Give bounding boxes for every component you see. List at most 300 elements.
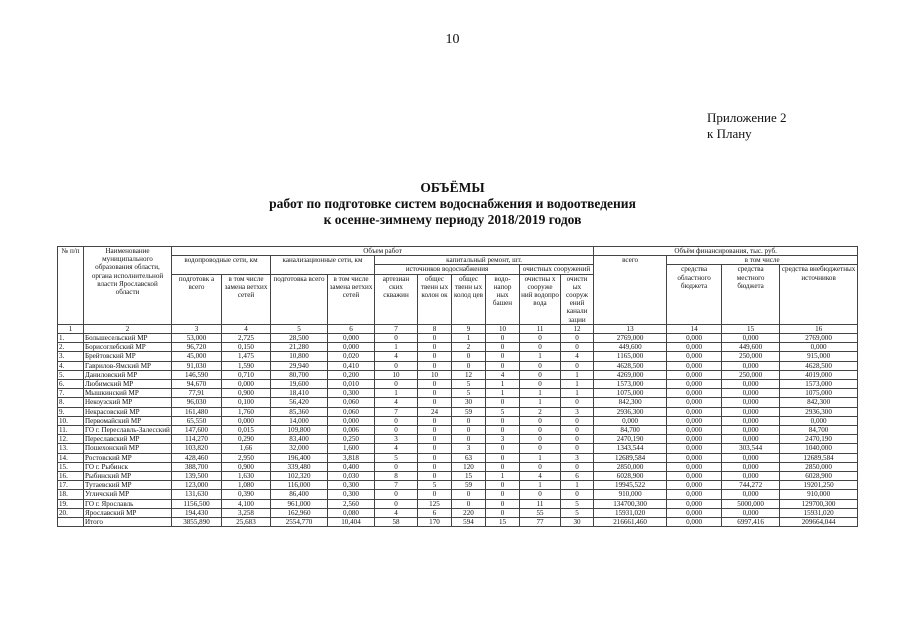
table-cell: 0,030 xyxy=(328,472,375,481)
table-cell: 58 xyxy=(375,518,418,527)
table-cell: 5 xyxy=(452,380,486,389)
table-cell: 129700,300 xyxy=(780,499,858,508)
table-cell: 0,300 xyxy=(328,389,375,398)
table-cell: 19,600 xyxy=(271,380,328,389)
table-cell: 1,475 xyxy=(222,352,271,361)
municipality-name-cell: Некоузский МР xyxy=(84,398,172,407)
municipality-name-cell: ГО г. Рыбинск xyxy=(84,462,172,471)
table-cell: 449,600 xyxy=(594,343,667,352)
table-cell: 83,400 xyxy=(271,435,328,444)
table-cell: 7 xyxy=(375,481,418,490)
table-cell: 8. xyxy=(58,398,84,407)
table-cell: 4 xyxy=(520,472,561,481)
table-cell: 0 xyxy=(375,426,418,435)
header-public-dwells: общес твенн ых колод цев xyxy=(452,274,486,324)
table-cell: 0,300 xyxy=(328,490,375,499)
table-cell: 13 xyxy=(594,324,667,333)
table-row xyxy=(58,472,858,481)
table-cell: 0,000 xyxy=(722,389,780,398)
header-regional: средства областного бюджета xyxy=(667,265,722,324)
table-cell: 19. xyxy=(58,499,84,508)
table-cell: 0,015 xyxy=(222,426,271,435)
table-cell: 0 xyxy=(418,490,452,499)
table-cell: 0,000 xyxy=(667,370,722,379)
table-cell: 63 xyxy=(452,453,486,462)
table-cell: 15 xyxy=(722,324,780,333)
table-cell: 0 xyxy=(418,426,452,435)
table-cell: 0 xyxy=(561,462,594,471)
table-row xyxy=(58,444,858,453)
table-cell: 0,000 xyxy=(722,407,780,416)
table-cell: 4 xyxy=(375,398,418,407)
table-cell: 0 xyxy=(375,416,418,425)
table-cell: 0,010 xyxy=(328,380,375,389)
table-cell: 4 xyxy=(486,370,520,379)
table-cell: 0 xyxy=(561,490,594,499)
table-cell: 1 xyxy=(520,453,561,462)
table-cell: 0,900 xyxy=(222,462,271,471)
table-cell: 0,150 xyxy=(222,343,271,352)
table-cell: 4,100 xyxy=(222,499,271,508)
title-line-2: работ по подготовке систем водоснабжения и водоотведения xyxy=(269,196,636,211)
annex-line-1: Приложение 2 xyxy=(707,110,787,125)
table-cell: 125 xyxy=(418,499,452,508)
table-cell: 6 xyxy=(418,508,452,517)
table-cell: 0 xyxy=(486,361,520,370)
table-cell: 0 xyxy=(486,426,520,435)
header-extra: средства внебюджетных источников xyxy=(780,265,858,324)
table-cell: 594 xyxy=(452,518,486,527)
table-cell: 0 xyxy=(520,370,561,379)
table-cell: 59 xyxy=(452,407,486,416)
table-cell: 5000,000 xyxy=(722,499,780,508)
table-cell: 1 xyxy=(520,352,561,361)
table-cell: 0,390 xyxy=(222,490,271,499)
table-cell: 0,000 xyxy=(667,481,722,490)
table-cell: 0 xyxy=(561,334,594,343)
table-cell: 10 xyxy=(486,324,520,333)
table-cell: 147,600 xyxy=(172,426,222,435)
table-cell: 2470,190 xyxy=(780,435,858,444)
table-cell: 5 xyxy=(561,499,594,508)
municipality-name-cell: Некрасовский МР xyxy=(84,407,172,416)
table-cell: 0 xyxy=(486,490,520,499)
table-cell: 0 xyxy=(561,343,594,352)
table-cell: 0,000 xyxy=(722,453,780,462)
table-cell: 1,600 xyxy=(328,444,375,453)
table-cell: 10 xyxy=(418,370,452,379)
table-cell: 4628,500 xyxy=(780,361,858,370)
table-cell: 4 xyxy=(222,324,271,333)
table-cell: 0 xyxy=(561,426,594,435)
table-cell: 1573,000 xyxy=(780,380,858,389)
table-cell: 9 xyxy=(452,324,486,333)
header-name: Наименование муниципального образования области, органа исполнительной власти Ярославской области xyxy=(84,247,172,325)
table-cell: 4. xyxy=(58,361,84,370)
table-cell: 0,000 xyxy=(328,343,375,352)
table-cell: 102,320 xyxy=(271,472,328,481)
page-number: 10 xyxy=(445,32,460,47)
table-cell: 303,544 xyxy=(722,444,780,453)
table-cell: 0 xyxy=(486,416,520,425)
table-cell: 0 xyxy=(486,334,520,343)
table-cell: 250,000 xyxy=(722,352,780,361)
document-title xyxy=(0,180,905,228)
table-cell: 0 xyxy=(486,352,520,361)
municipality-name-cell: Пошехонский МР xyxy=(84,444,172,453)
table-cell: 0 xyxy=(375,462,418,471)
table-cell: 8 xyxy=(375,472,418,481)
header-replace-water: в том числе замена ветхих сетей xyxy=(222,274,271,324)
table-cell: 56,420 xyxy=(271,398,328,407)
table-cell: 0 xyxy=(486,462,520,471)
table-cell: 2936,300 xyxy=(780,407,858,416)
table-cell: 0,000 xyxy=(667,407,722,416)
table-cell: 0 xyxy=(520,462,561,471)
table-row xyxy=(58,416,858,425)
table-row xyxy=(58,499,858,508)
table-cell: 120 xyxy=(452,462,486,471)
table-cell: 0,080 xyxy=(328,508,375,517)
table-cell: 0 xyxy=(418,453,452,462)
table-cell: 0 xyxy=(520,380,561,389)
table-row xyxy=(58,380,858,389)
municipality-name-cell: Мышкинский МР xyxy=(84,389,172,398)
table-cell: 0,000 xyxy=(722,361,780,370)
table-cell: 15931,020 xyxy=(594,508,667,517)
table-cell: 6. xyxy=(58,380,84,389)
table-cell: 0 xyxy=(375,334,418,343)
table-cell: 1 xyxy=(452,334,486,343)
table-cell: 0 xyxy=(418,462,452,471)
header-local: средства местного бюджета xyxy=(722,265,780,324)
municipality-name-cell: Ярославский МР xyxy=(84,508,172,517)
table-cell: 84,700 xyxy=(780,426,858,435)
table-cell: 59 xyxy=(452,481,486,490)
table-cell: 0 xyxy=(418,389,452,398)
table-cell: 131,630 xyxy=(172,490,222,499)
table-cell: 103,820 xyxy=(172,444,222,453)
table-cell: 0 xyxy=(418,444,452,453)
table-cell: 0,000 xyxy=(722,435,780,444)
municipality-name-cell: Гаврилов-Ямский МР xyxy=(84,361,172,370)
table-cell: 842,300 xyxy=(594,398,667,407)
table-cell: 15. xyxy=(58,462,84,471)
table-cell: 2,950 xyxy=(222,453,271,462)
table-cell: 10,800 xyxy=(271,352,328,361)
table-cell: 4 xyxy=(375,352,418,361)
table-cell: 0,060 xyxy=(328,398,375,407)
header-sewer-nets: канализационные сети, км xyxy=(271,256,375,274)
municipality-name-cell: Борисоглебский МР xyxy=(84,343,172,352)
municipality-name-cell: Тутаевский МР xyxy=(84,481,172,490)
header-replace-sewer: в том числе замена ветхих сетей xyxy=(328,274,375,324)
table-cell: 6997,416 xyxy=(722,518,780,527)
table-cell: 0,000 xyxy=(222,380,271,389)
table-cell: 116,000 xyxy=(271,481,328,490)
table-cell: 3,818 xyxy=(328,453,375,462)
table-cell: 4019,000 xyxy=(780,370,858,379)
table-cell: 1,630 xyxy=(222,472,271,481)
header-incl: в том числе xyxy=(667,256,858,265)
table-cell: 14 xyxy=(667,324,722,333)
table-cell: 16 xyxy=(780,324,858,333)
municipality-name-cell: Первомайский МР xyxy=(84,416,172,425)
table-cell: 80,700 xyxy=(271,370,328,379)
table-cell: 0 xyxy=(418,343,452,352)
table-cell: 170 xyxy=(418,518,452,527)
table-cell: 3. xyxy=(58,352,84,361)
table-body xyxy=(58,324,858,526)
table-cell: 1165,000 xyxy=(594,352,667,361)
table-cell: 0,020 xyxy=(328,352,375,361)
table-cell: 20. xyxy=(58,508,84,517)
table-cell: 19945,522 xyxy=(594,481,667,490)
table-cell: 1 xyxy=(375,343,418,352)
table-cell: 0 xyxy=(520,490,561,499)
table-cell: 1 xyxy=(375,389,418,398)
table-cell: 0,000 xyxy=(667,453,722,462)
table-cell: 1 xyxy=(486,472,520,481)
table-cell: 0 xyxy=(375,499,418,508)
table-cell: 16. xyxy=(58,472,84,481)
annex-label xyxy=(707,110,787,142)
table-cell: 0 xyxy=(452,426,486,435)
table-cell: 0,400 xyxy=(328,462,375,471)
table-row xyxy=(58,370,858,379)
header-artesian: артезиан ских скважин xyxy=(375,274,418,324)
table-cell: 0 xyxy=(520,444,561,453)
header-financing: Объём финансирования, тыс. руб. xyxy=(594,247,858,256)
table-cell: 15 xyxy=(486,518,520,527)
table-cell: 12 xyxy=(561,324,594,333)
table-cell: 5 xyxy=(561,508,594,517)
table-cell: 8 xyxy=(418,324,452,333)
table-cell: 2,725 xyxy=(222,334,271,343)
table-cell: 24 xyxy=(418,407,452,416)
table-cell: 161,480 xyxy=(172,407,222,416)
table-cell: 114,270 xyxy=(172,435,222,444)
table-cell: 339,480 xyxy=(271,462,328,471)
table-cell: 15 xyxy=(452,472,486,481)
table-cell: 2 xyxy=(452,343,486,352)
table-cell: 11 xyxy=(520,324,561,333)
table-cell: 1 xyxy=(520,481,561,490)
table-cell: 0,060 xyxy=(328,407,375,416)
table-cell: 1,760 xyxy=(222,407,271,416)
table-cell: 0 xyxy=(452,361,486,370)
table-cell: 5 xyxy=(452,389,486,398)
table-cell: 15931,020 xyxy=(780,508,858,517)
table-cell: 96,030 xyxy=(172,398,222,407)
table-cell: 0,000 xyxy=(722,334,780,343)
table-cell: 0 xyxy=(561,444,594,453)
table-cell: 3 xyxy=(561,453,594,462)
municipality-name-cell: Даниловский МР xyxy=(84,370,172,379)
table-cell: 5. xyxy=(58,370,84,379)
table-cell: 21,280 xyxy=(271,343,328,352)
table-cell: 2. xyxy=(58,343,84,352)
table-cell: 3,258 xyxy=(222,508,271,517)
table-cell: 1 xyxy=(561,481,594,490)
table-cell: 0 xyxy=(452,490,486,499)
table-cell: 18. xyxy=(58,490,84,499)
table-cell: 85,360 xyxy=(271,407,328,416)
municipality-name-cell: Итого xyxy=(84,518,172,527)
table-cell: 0,250 xyxy=(328,435,375,444)
table-cell: 0,006 xyxy=(328,426,375,435)
table-cell: 0,000 xyxy=(667,508,722,517)
table-cell: 10 xyxy=(375,370,418,379)
table-cell: 0 xyxy=(452,352,486,361)
table-cell: 0,290 xyxy=(222,435,271,444)
table-cell: 220 xyxy=(452,508,486,517)
table-cell: 0,000 xyxy=(667,334,722,343)
table-cell: 18,410 xyxy=(271,389,328,398)
table-cell: 2769,000 xyxy=(594,334,667,343)
table-cell: 0 xyxy=(452,435,486,444)
table-cell: 0 xyxy=(375,490,418,499)
table-cell: 12 xyxy=(452,370,486,379)
table-cell: 14,000 xyxy=(271,416,328,425)
total-row xyxy=(58,518,858,527)
table-cell: 0,000 xyxy=(722,426,780,435)
table-cell: 13. xyxy=(58,444,84,453)
header-water-sources: источников водоснабжения xyxy=(375,265,520,274)
table-cell: 96,720 xyxy=(172,343,222,352)
table-cell: 0,000 xyxy=(667,352,722,361)
table-cell: 123,000 xyxy=(172,481,222,490)
table-cell: 0,000 xyxy=(722,472,780,481)
table-cell: 65,550 xyxy=(172,416,222,425)
table-cell: 5 xyxy=(486,407,520,416)
header-treat-water: очистны х сооруже ний водопро вода xyxy=(520,274,561,324)
table-cell: 17. xyxy=(58,481,84,490)
table-cell: 1 xyxy=(520,389,561,398)
table-cell: 11. xyxy=(58,426,84,435)
table-cell: 0,000 xyxy=(667,518,722,527)
header-capital-repair: капитальный ремонт, шт. xyxy=(375,256,594,265)
table-cell: 1075,000 xyxy=(594,389,667,398)
table-cell: 0,000 xyxy=(667,462,722,471)
table-cell: 0,000 xyxy=(667,380,722,389)
municipality-name-cell: Большесельский МР xyxy=(84,334,172,343)
table-cell: 0 xyxy=(561,435,594,444)
table-cell: 7. xyxy=(58,389,84,398)
table-cell: 6028,900 xyxy=(594,472,667,481)
table-cell: 3 xyxy=(375,435,418,444)
municipality-name-cell: Брейтовский МР xyxy=(84,352,172,361)
table-cell: 1 xyxy=(486,380,520,389)
table-cell: 1 xyxy=(486,389,520,398)
table-cell: 14. xyxy=(58,453,84,462)
table-cell: 30 xyxy=(452,398,486,407)
table-cell: 7 xyxy=(375,324,418,333)
table-cell: 2850,000 xyxy=(594,462,667,471)
table-cell: 0 xyxy=(486,481,520,490)
municipality-name-cell: ГО г. Ярославль xyxy=(84,499,172,508)
table-row xyxy=(58,435,858,444)
table-cell: 53,000 xyxy=(172,334,222,343)
table-cell: 5 xyxy=(271,324,328,333)
table-cell: 11 xyxy=(520,499,561,508)
table-cell: 1075,000 xyxy=(780,389,858,398)
table-cell: 84,700 xyxy=(594,426,667,435)
table-row xyxy=(58,352,858,361)
table-cell: 0 xyxy=(486,343,520,352)
table-cell: 216661,460 xyxy=(594,518,667,527)
table-cell: 162,960 xyxy=(271,508,328,517)
table-cell: 19201,250 xyxy=(780,481,858,490)
table-row xyxy=(58,508,858,517)
table-cell: 0 xyxy=(418,352,452,361)
works-volume-table xyxy=(57,246,858,527)
table-cell: 6 xyxy=(561,472,594,481)
table-cell: 0,000 xyxy=(780,343,858,352)
table-cell: 10,404 xyxy=(328,518,375,527)
table-cell: 910,000 xyxy=(780,490,858,499)
table-row xyxy=(58,462,858,471)
table-cell: 0 xyxy=(561,361,594,370)
table-cell: 428,460 xyxy=(172,453,222,462)
table-cell: 30 xyxy=(561,518,594,527)
header-num: № п/п xyxy=(58,247,84,325)
table-cell: 915,000 xyxy=(780,352,858,361)
table-cell: 0,200 xyxy=(328,370,375,379)
table-cell: 0,000 xyxy=(667,389,722,398)
header-total-prepared-sewer: подготовка всего xyxy=(271,274,328,324)
table-cell: 0,000 xyxy=(667,472,722,481)
table-cell: 139,500 xyxy=(172,472,222,481)
municipality-name-cell: Любимский МР xyxy=(84,380,172,389)
table-cell: 146,590 xyxy=(172,370,222,379)
table-cell: 1 xyxy=(561,370,594,379)
table-cell: 4628,500 xyxy=(594,361,667,370)
table-cell: 10. xyxy=(58,416,84,425)
table-row xyxy=(58,490,858,499)
municipality-name-cell: Угличский МР xyxy=(84,490,172,499)
table-cell: 744,272 xyxy=(722,481,780,490)
table-cell: 1 xyxy=(561,389,594,398)
table-cell: 0,000 xyxy=(722,398,780,407)
table-cell: 0 xyxy=(452,416,486,425)
table-cell: 2936,300 xyxy=(594,407,667,416)
table-cell: 0 xyxy=(375,361,418,370)
table-cell: 2850,000 xyxy=(780,462,858,471)
table-cell: 134700,300 xyxy=(594,499,667,508)
table-cell: 0 xyxy=(561,416,594,425)
table-cell: 0 xyxy=(418,380,452,389)
table-cell: 0 xyxy=(520,416,561,425)
table-cell: 5 xyxy=(418,481,452,490)
table-cell: 45,000 xyxy=(172,352,222,361)
table-row xyxy=(58,334,858,343)
table-cell: 3 xyxy=(172,324,222,333)
header-treat-sewer: очисти ых сооруж ений канали зации xyxy=(561,274,594,324)
table-cell: 1343,544 xyxy=(594,444,667,453)
table-cell: 1040,000 xyxy=(780,444,858,453)
table-cell: 0,000 xyxy=(667,361,722,370)
table-cell: 0,000 xyxy=(780,416,858,425)
table-cell: 12689,584 xyxy=(594,453,667,462)
table-cell: 0 xyxy=(520,435,561,444)
table-cell: 0 xyxy=(375,380,418,389)
table-cell: 0,300 xyxy=(328,481,375,490)
table-cell: 3855,890 xyxy=(172,518,222,527)
header-total-prepared-water: подготовк а всего xyxy=(172,274,222,324)
table-cell: 1. xyxy=(58,334,84,343)
table-cell: 3 xyxy=(561,407,594,416)
